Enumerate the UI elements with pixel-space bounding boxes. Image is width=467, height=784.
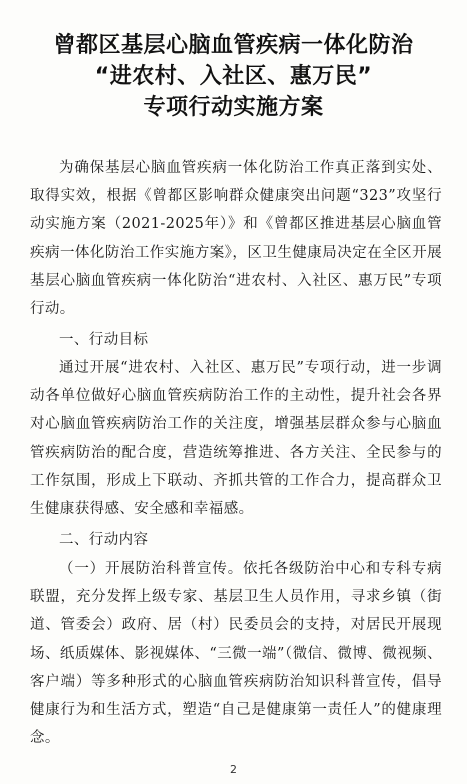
section2-heading: 二、行动内容 xyxy=(59,532,149,548)
document-title xyxy=(0,30,467,123)
section1-block xyxy=(30,354,442,523)
page-number: 2 xyxy=(230,763,237,776)
section1-paragraph: 通过开展“进农村、入社区、惠万民”专项行动，进一步调动各单位做好心脑血管疾病防治工作的主动性，提升社会各界对心脑血管疾病防治工作的关注度，增强基层群众参与心脑血管疾病防治的配合度，营造统筹推进、各方关注、全民参与的工作氛围，形成上下联动、齐抓共管的工作合力，提高群众卫生健康获得感、安全感和幸福感。 xyxy=(30,360,442,518)
intro-block xyxy=(30,154,442,323)
section2-block xyxy=(30,555,442,752)
title-line-3: 专项行动实施方案 xyxy=(143,95,324,120)
section2-item1-paragraph: （一）开展防治科普宣传。依托各级防治中心和专科专病联盟，充分发挥上级专家、基层卫生人员作用，寻求乡镇（街道、管委会）政府、居（村）民委员会的支持，对居民开展现场、纸质媒体、影视媒体、“三微一端”（微信、微博、微视频、客户端）等多种形式的心脑血管疾病防治知识科普宣传，倡导健康行为和生活方式，塑造“自己是健康第一责任人”的健康理念。 xyxy=(30,561,442,747)
intro-paragraph: 为确保基层心脑血管疾病一体化防治工作真正落到实处、取得实效，根据《曾都区影响群众健康突出问题“323”攻坚行动实施方案（2021-2025年）》和《曾都区推进基层心脑血管疾病一体化防治工作实施方案》，区卫生健康局决定在全区开展基层心脑血管疾病一体化防治“进农村、入社区、惠万民”专项行动。 xyxy=(30,160,442,318)
title-line-1: 曾都区基层心脑血管疾病一体化防治 xyxy=(53,33,414,58)
title-line-2: “进农村、入社区、惠万民” xyxy=(94,64,373,89)
section2-heading-block xyxy=(30,526,442,554)
section1-heading: 一、行动目标 xyxy=(59,332,149,348)
section1-heading-block xyxy=(30,326,442,354)
